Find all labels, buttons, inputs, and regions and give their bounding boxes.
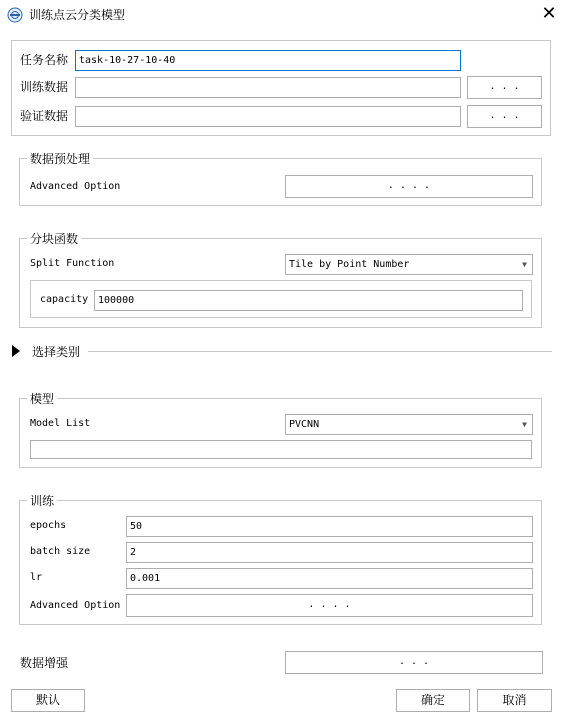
- training-advanced-button[interactable]: . . . .: [126, 594, 533, 617]
- training-legend: 训练: [27, 494, 57, 508]
- epochs-label: epochs: [30, 520, 67, 531]
- model-list-value: PVCNN: [289, 419, 320, 430]
- model-extra-field[interactable]: [30, 440, 532, 459]
- lr-input[interactable]: 0.001: [126, 568, 533, 589]
- title-bar: [0, 0, 564, 30]
- preprocess-advanced-label: Advanced Option: [30, 181, 121, 192]
- model-legend: 模型: [27, 392, 57, 406]
- lr-label: lr: [30, 572, 43, 583]
- task-name-label: 任务名称: [20, 53, 69, 67]
- preprocess-advanced-button[interactable]: . . . .: [285, 175, 533, 198]
- window-title: 训练点云分类模型: [29, 8, 126, 22]
- capacity-label: capacity: [40, 294, 89, 305]
- chevron-down-icon: ▼: [522, 420, 527, 429]
- epochs-input[interactable]: 50: [126, 516, 533, 537]
- training-advanced-label: Advanced Option: [30, 600, 121, 611]
- task-name-input[interactable]: task-10-27-10-40: [75, 50, 461, 71]
- split-legend: 分块函数: [27, 232, 81, 246]
- close-icon[interactable]: ✕: [541, 3, 557, 24]
- chevron-down-icon: ▼: [522, 260, 527, 269]
- select-classes-divider: [88, 351, 552, 352]
- val-data-label: 验证数据: [20, 109, 69, 123]
- train-data-browse-button[interactable]: . . .: [467, 76, 542, 99]
- model-list-label: Model List: [30, 418, 91, 429]
- train-data-label: 训练数据: [20, 80, 69, 94]
- batch-size-input[interactable]: 2: [126, 542, 533, 563]
- select-classes-label[interactable]: 选择类别: [32, 345, 81, 359]
- preprocess-legend: 数据预处理: [27, 152, 93, 166]
- cancel-button[interactable]: 取消: [477, 689, 552, 712]
- split-function-select[interactable]: [285, 254, 533, 275]
- expand-triangle-icon[interactable]: [12, 345, 20, 357]
- augment-button[interactable]: . . .: [285, 651, 543, 674]
- capacity-input[interactable]: 100000: [94, 290, 523, 311]
- train-data-input[interactable]: [75, 77, 461, 98]
- split-function-label: Split Function: [30, 258, 115, 269]
- split-function-value: Tile by Point Number: [289, 259, 410, 270]
- val-data-browse-button[interactable]: . . .: [467, 105, 542, 128]
- batch-size-label: batch size: [30, 546, 91, 557]
- ok-button[interactable]: 确定: [396, 689, 470, 712]
- augment-label: 数据增强: [20, 656, 69, 670]
- default-button[interactable]: 默认: [11, 689, 85, 712]
- val-data-input[interactable]: [75, 106, 461, 127]
- model-list-select[interactable]: [285, 414, 533, 435]
- app-logo-icon: [7, 7, 23, 23]
